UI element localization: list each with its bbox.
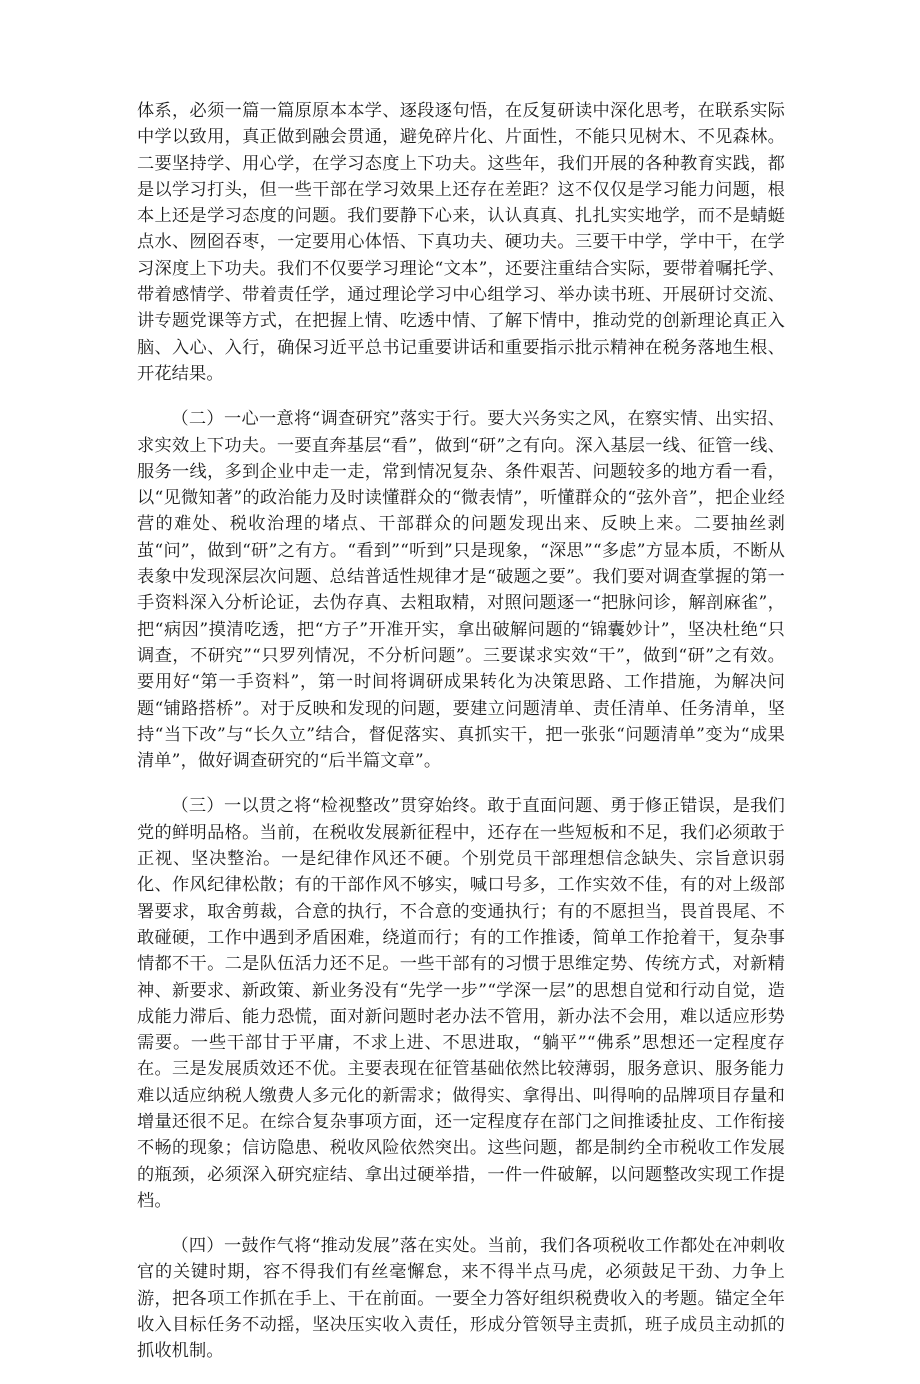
paragraph-3: （三）一以贯之将“检视整改”贯穿始终。敢于直面问题、勇于修正错误，是我们党的鲜明品格。当前，在税收发展新征程中，还存在一些短板和不足，我们必须敢于正视、坚决整治。一是纪律作风还不硬。个别党员干部理想信念缺失、宗旨意识弱化、作风纪律松散；有的干部作风不够实，喊口号多，工作实效不佳，有的对上级部署要求，取舍剪裁，合意的执行，不合意的变通执行；有的不愿担当，畏首畏尾、不敢碰硬，工作中遇到矛盾困难，绕道而行；有的工作推诿，简单工作抢着干，复杂事情都不干。二是队伍活力还不足。一些干部有的习惯于思维定势、传统方式，对新精神、新要求、新政策、新业务没有“先学一步”“学深一层”的思想自觉和行动自觉，造成能力滞后、能力恐慌，面对新问题时老办法不管用，新办法不会用，难以适应形势需要。一些干部甘于平庸，不求上进、不思进取，“躺平”“佛系”思想还一定程度存在。三是发展质效还不优。主要表现在征管基础依然比较薄弱，服务意识、服务能力难以适应纳税人缴费人多元化的新需求；做得实、拿得出、叫得响的品牌项目存量和增量还很不足。在综合复杂事项方面，还一定程度存在部门之间推诿扯皮、工作衔接不畅的现象；信访隐患、税收风险依然突出。这些问题，都是制约全市税收工作发展的瓶颈，必须深入研究症结、拿出过硬举措，一件一件破解，以问题整改实现工作提档。 <box>137 796 785 1211</box>
paragraph-1: 体系，必须一篇一篇原原本本学、逐段逐句悟，在反复研读中深化思考，在联系实际中学以致用，真正做到融会贯通，避免碎片化、片面性，不能只见树木、不见森林。二要坚持学、用心学，在学习态度上下功夫。这些年，我们开展的各种教育实践，都是以学习打头，但一些干部在学习效果上还存在差距？这不仅仅是学习能力问题，根本上还是学习态度的问题。我们要静下心来，认认真真、扎扎实实地学，而不是蜻蜓点水、囫囵吞枣，一定要用心体悟、下真功夫、硬功夫。三要干中学，学中干，在学习深度上下功夫。我们不仅要学习理论“文本”，还要注重结合实际，要带着嘱托学、带着感情学、带着责任学，通过理论学习中心组学习、举办读书班、开展研讨交流、讲专题党课等方式，在把握上情、吃透中情、了解下情中，推动党的创新理论真正入脑、入心、入行，确保习近平总书记重要讲话和重要指示批示精神在税务落地生根、开花结果。 <box>137 101 785 384</box>
paragraph-2: （二）一心一意将“调查研究”落实于行。要大兴务实之风，在察实情、出实招、求实效上下功夫。一要直奔基层“看”，做到“研”之有向。深入基层一线、征管一线、服务一线，多到企业中走一走，常到情况复杂、条件艰苦、问题较多的地方看一看，以“见微知著”的政治能力及时读懂群众的“微表情”，听懂群众的“弦外音”，把企业经营的难处、税收治理的堵点、干部群众的问题发现出来、反映上来。二要抽丝剥茧“问”，做到“研”之有方。“看到”“听到”只是现象，“深思”“多虑”方显本质，不断从表象中发现深层次问题、总结普适性规律才是“破题之要”。我们要对调查掌握的第一手资料深入分析论证，去伪存真、去粗取精，对照问题逐一“把脉问诊，解剖麻雀”，把“病因”摸清吃透，把“方子”开准开实，拿出破解问题的“锦囊妙计”，坚决杜绝“只调查，不研究”“只罗列情况，不分析问题”。三要谋求实效“干”，做到“研”之有效。要用好“第一手资料”，第一时间将调研成果转化为决策思路、工作措施，为解决问题“铺路搭桥”。对于反映和发现的问题，要建立问题清单、责任清单、任务清单，坚持“当下改”与“长久立”结合，督促落实、真抓实干，把一张张“问题清单”变为“成果清单”，做好调查研究的“后半篇文章”。 <box>137 409 785 772</box>
document-body <box>137 98 785 1384</box>
paragraph-4: （四）一鼓作气将“推动发展”落在实处。当前，我们各项税收工作都处在冲刺收官的关键时期，容不得我们有丝毫懈怠，来不得半点马虎，必须鼓足干劲、力争上游，把各项工作抓在手上、干在前面。一要全力答好组织税费收入的考题。锚定全年收入目标任务不动摇，坚决压实收入责任，形成分管领导主责抓，班子成员主动抓的抓收机制。 <box>137 1236 785 1362</box>
